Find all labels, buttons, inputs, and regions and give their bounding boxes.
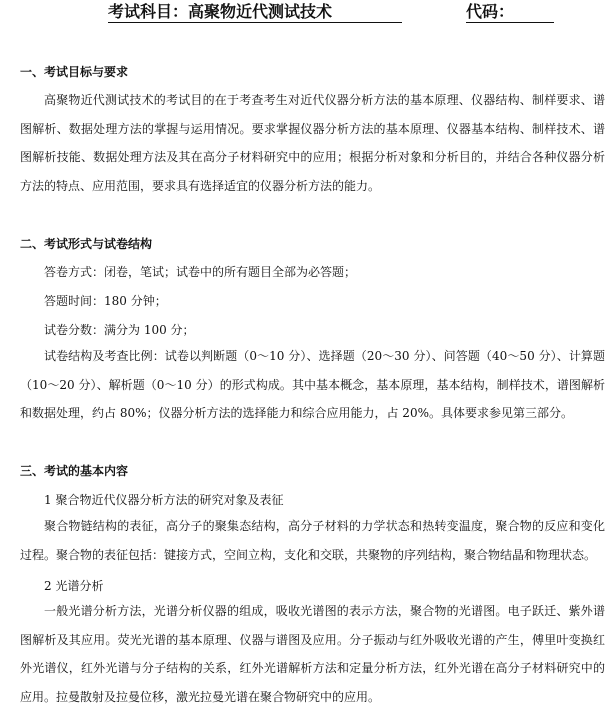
exam-header	[0, 2, 615, 24]
subsection-1-paragraph: 聚合物链结构的表征，高分子的聚集态结构，高分子材料的力学状态和热转变温度，聚合物的反应和变化过程。聚合物的表征包括：键接方式，空间立构，支化和交联，共聚物的序列结构，聚合物结晶和物理状态。	[20, 519, 605, 562]
exam-subject: 考试科目：高聚物近代测试技术	[108, 2, 402, 23]
section-3-title: 三、考试的基本内容	[20, 464, 129, 478]
paper-structure: 试卷结构及考查比例：试卷以判断题（0～10 分）、选择题（20～30 分）、问答题（40～50 分）、计算题（10～20 分）、解析题（0～10 分）的形式构成。其中基本概念，基本原理，基本结构，制样技术，谱图解析和数据处理，约占 80%；仪器分析方法的选择能力和综合应用能力，占 20%。具体要求参见第三部分。	[20, 349, 605, 420]
paper-score: 试卷分数：满分为 100 分；	[44, 323, 195, 337]
section-2-title: 二、考试形式与试卷结构	[20, 237, 153, 251]
subsection-2-paragraph: 一般光谱分析方法，光谱分析仪器的组成，吸收光谱图的表示方法，聚合物的光谱图。电子跃迁、紫外谱图解析及其应用。荧光光谱的基本原理、仪器与谱图及应用。分子振动与红外吸收光谱的产生，傅里叶变换红外光谱仪，红外光谱与分子结构的关系，红外光谱解析方法和定量分析方法，红外光谱在高分子材料研究中的应用。拉曼散射及拉曼位移，激光拉曼光谱在聚合物研究中的应用。	[20, 604, 605, 704]
section-1-title: 一、考试目标与要求	[20, 65, 129, 79]
exam-code: 代码：	[466, 2, 554, 23]
subsection-2-title: 2 光谱分析	[44, 579, 104, 593]
answer-time: 答题时间：180 分钟；	[44, 294, 167, 308]
subsection-1-title: 1 聚合物近代仪器分析方法的研究对象及表征	[44, 493, 284, 507]
answer-mode: 答卷方式：闭卷，笔试；试卷中的所有题目全部为必答题；	[44, 265, 357, 279]
section-1-paragraph: 高聚物近代测试技术的考试目的在于考查考生对近代仪器分析方法的基本原理、仪器结构、制样要求、谱图解析、数据处理方法的掌握与运用情况。要求掌握仪器分析方法的基本原理、仪器基本结构、制样技术、谱图解析技能、数据处理方法及其在高分子材料研究中的应用；根据分析对象和分析目的，并结合各种仪器分析方法的特点、应用范围，要求具有选择适宜的仪器分析方法的能力。	[20, 93, 605, 193]
